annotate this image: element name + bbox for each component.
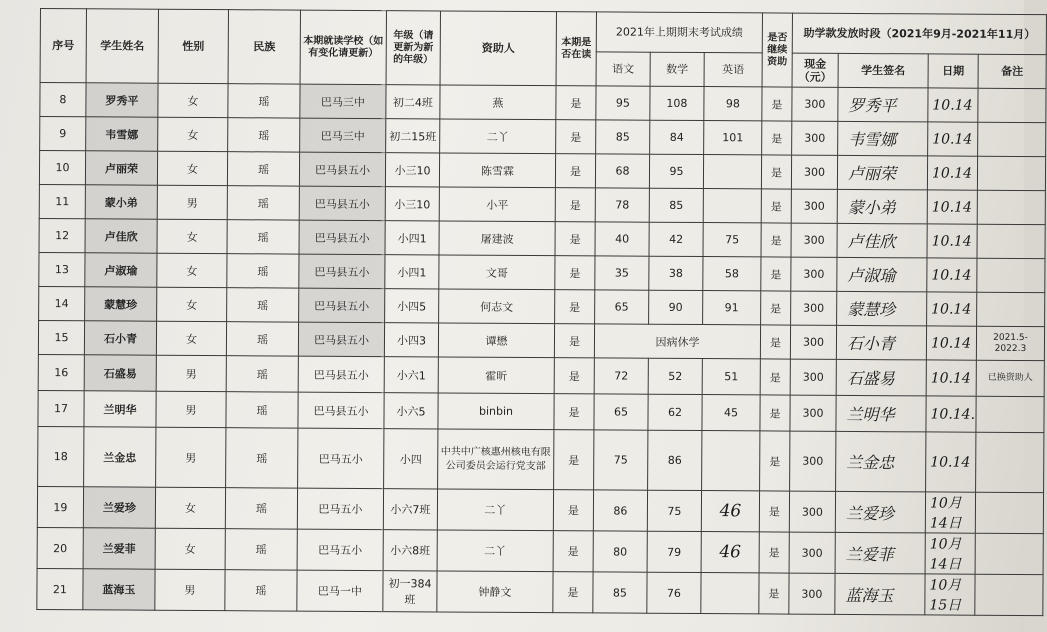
gender-cell: 男 [156, 427, 226, 487]
sponsor-cell: 谭懋 [438, 323, 554, 358]
grade-cell: 小三10 [385, 187, 439, 221]
student-name-cell: 韦雪娜 [86, 117, 158, 151]
sponsor-cell: 二丫 [440, 119, 556, 154]
cash-cell: 300 [792, 87, 838, 121]
ethnicity-cell: 瑶 [228, 118, 300, 152]
header-exam-group: 2021年上期期末考试成绩 [596, 12, 762, 53]
gender-cell: 女 [157, 287, 227, 321]
student-name-cell: 卢佳欣 [85, 219, 157, 253]
enrolled-cell: 是 [555, 154, 595, 188]
chinese-score-cell: 78 [595, 188, 649, 222]
seq-cell: 21 [37, 568, 83, 609]
continue-cell: 是 [761, 291, 791, 325]
english-score-cell [703, 189, 761, 223]
gender-cell: 女 [157, 253, 227, 287]
sponsor-cell: 二丫 [437, 530, 553, 572]
continue-cell: 是 [760, 325, 790, 359]
header-remark: 备注 [978, 54, 1046, 88]
signature-cell: 韦雪娜 [838, 121, 928, 156]
header-date: 日期 [928, 54, 978, 88]
header-ethnicity: 民族 [228, 10, 300, 84]
header-continue: 是否继续资助 [762, 13, 792, 87]
english-score-cell: 75 [703, 223, 761, 257]
grade-cell: 小六5 [384, 393, 438, 429]
gender-cell: 女 [158, 117, 228, 151]
english-score-cell: 45 [702, 395, 760, 431]
grade-cell: 小六8班 [383, 530, 437, 571]
header-english: 英语 [704, 53, 762, 87]
school-cell: 巴马一中 [297, 570, 383, 612]
continue-cell: 是 [759, 491, 789, 532]
seq-cell: 14 [39, 286, 85, 320]
remark-cell [975, 574, 1043, 615]
math-score-cell: 90 [649, 290, 703, 324]
seq-cell: 9 [40, 117, 86, 151]
cash-cell: 300 [790, 431, 836, 491]
signature-cell: 石小青 [836, 325, 926, 360]
school-cell: 巴马县五小 [299, 254, 385, 289]
seq-cell: 8 [40, 83, 86, 117]
cash-cell: 300 [791, 189, 837, 223]
remark-cell: 已换资助人 [976, 360, 1044, 396]
enrolled-cell: 是 [554, 430, 594, 490]
date-cell: 10.14 [926, 326, 976, 360]
sponsor-cell: 屠建波 [439, 221, 555, 256]
english-score-cell: 91 [703, 291, 761, 325]
ethnicity-cell: 瑶 [227, 220, 299, 254]
school-cell: 巴马县五小 [299, 288, 385, 323]
date-cell: 10.14 [927, 156, 977, 190]
grade-cell: 小六1 [384, 357, 438, 393]
sponsor-cell: 燕 [440, 85, 556, 120]
seq-cell: 19 [37, 486, 83, 527]
school-cell: 巴马县五小 [298, 356, 384, 393]
chinese-score-cell: 68 [595, 154, 649, 188]
signature-cell: 蓝海玉 [835, 573, 925, 615]
table-row [37, 486, 1043, 533]
student-name-cell: 兰明华 [84, 391, 156, 427]
english-score-cell: 46 [701, 491, 759, 532]
math-score-cell: 79 [647, 531, 701, 572]
sponsor-cell: 小平 [439, 187, 555, 222]
header-name: 学生姓名 [86, 9, 158, 83]
date-cell: 10月15日 [925, 574, 975, 615]
table-row [38, 390, 1044, 432]
student-name-cell: 石小青 [84, 321, 156, 355]
grade-cell: 小四1 [385, 221, 439, 255]
grade-cell: 初二4班 [386, 85, 440, 119]
signature-cell: 卢丽荣 [837, 155, 927, 190]
enrolled-cell: 是 [553, 531, 593, 572]
ethnicity-cell: 瑶 [227, 152, 299, 186]
ethnicity-cell: 瑶 [226, 322, 298, 356]
ethnicity-cell: 瑶 [227, 254, 299, 288]
remark-cell [978, 122, 1046, 156]
sponsor-cell: 何志文 [439, 289, 555, 324]
english-score-cell: 98 [704, 87, 762, 121]
chinese-score-cell: 86 [593, 490, 647, 531]
date-cell: 10.14 [927, 292, 977, 326]
ethnicity-cell: 瑶 [226, 392, 298, 428]
math-score-cell: 62 [648, 394, 702, 430]
sponsor-cell: 中共中广核惠州核电有限公司委员会运行党支部 [438, 429, 554, 490]
signature-cell: 蒙慧珍 [837, 291, 927, 326]
chinese-score-cell: 65 [594, 394, 648, 430]
grade-cell: 小四 [384, 429, 438, 489]
enrolled-cell: 是 [555, 290, 595, 324]
school-cell: 巴马五小 [297, 529, 383, 571]
continue-cell: 是 [759, 573, 789, 614]
math-score-cell: 75 [647, 490, 701, 531]
chinese-score-cell: 40 [595, 222, 649, 256]
grade-cell: 初二15班 [386, 119, 440, 153]
school-cell: 巴马县五小 [299, 220, 385, 255]
grade-cell: 小四1 [385, 255, 439, 289]
remark-cell [975, 533, 1043, 574]
chinese-score-cell: 85 [593, 572, 647, 613]
ethnicity-cell: 瑶 [227, 186, 299, 220]
cash-cell: 300 [790, 359, 836, 395]
sponsor-cell: 陈雪霖 [439, 153, 555, 188]
student-name-cell: 卢丽荣 [85, 151, 157, 185]
math-score-cell: 95 [649, 154, 703, 188]
grade-cell: 小三10 [385, 153, 439, 187]
enrolled-cell: 是 [554, 324, 594, 358]
student-name-cell: 罗秀平 [86, 83, 158, 117]
math-score-cell: 86 [648, 430, 702, 490]
sponsor-cell: binbin [438, 393, 554, 430]
table-row [37, 568, 1043, 615]
enrolled-cell: 是 [553, 572, 593, 613]
continue-cell: 是 [760, 395, 790, 431]
header-chinese: 语文 [596, 52, 650, 86]
student-name-cell: 石盛易 [84, 355, 156, 391]
english-score-cell: 101 [704, 121, 762, 155]
grade-cell: 初一384班 [383, 571, 437, 612]
remark-cell [977, 224, 1045, 258]
chinese-score-cell: 95 [596, 86, 650, 120]
continue-cell: 是 [760, 359, 790, 395]
exam-note-cell: 因病休学 [594, 324, 760, 359]
cash-cell: 300 [790, 325, 836, 359]
remark-cell [976, 432, 1044, 492]
chinese-score-cell: 85 [596, 120, 650, 154]
remark-cell [978, 88, 1046, 122]
remark-cell [977, 156, 1045, 190]
header-enrolled: 本期是否在读 [556, 12, 596, 86]
english-score-cell: 51 [702, 359, 760, 395]
enrolled-cell: 是 [555, 256, 595, 290]
ethnicity-cell: 瑶 [227, 288, 299, 322]
signature-cell: 石盛易 [836, 359, 926, 396]
chinese-score-cell: 72 [594, 358, 648, 394]
enrolled-cell: 是 [554, 358, 594, 394]
signature-cell: 蒙小弟 [837, 189, 927, 224]
cash-cell: 300 [789, 573, 835, 614]
date-cell: 10.14 [928, 122, 978, 156]
chinese-score-cell: 35 [595, 256, 649, 290]
cash-cell: 300 [790, 395, 836, 431]
date-cell: 10.14. [926, 396, 976, 432]
remark-cell [976, 396, 1044, 432]
enrolled-cell: 是 [556, 86, 596, 120]
sponsor-cell: 钟静文 [437, 571, 553, 613]
signature-cell: 兰金忠 [836, 431, 926, 492]
sponsor-cell: 二丫 [437, 489, 553, 531]
cash-cell: 300 [789, 532, 835, 573]
remark-cell: 2021.5-2022.3 [976, 326, 1044, 360]
remark-cell [977, 258, 1045, 292]
header-sponsor: 资助人 [440, 11, 556, 86]
remark-cell [977, 292, 1045, 326]
gender-cell: 女 [158, 83, 228, 117]
enrolled-cell: 是 [556, 120, 596, 154]
student-name-cell: 兰爱菲 [83, 528, 155, 569]
header-signature: 学生签名 [838, 53, 928, 88]
student-name-cell: 卢淑瑜 [85, 253, 157, 287]
ethnicity-cell: 瑶 [225, 488, 297, 529]
seq-cell: 10 [39, 151, 85, 185]
gender-cell: 男 [156, 355, 226, 391]
ethnicity-cell: 瑶 [226, 428, 298, 488]
sponsor-cell: 霍昕 [438, 357, 554, 394]
school-cell: 巴马五小 [298, 428, 384, 489]
seq-cell: 17 [38, 390, 84, 426]
signature-cell: 卢淑瑜 [837, 257, 927, 292]
seq-cell: 20 [37, 527, 83, 568]
english-score-cell: 46 [701, 532, 759, 573]
cash-cell: 300 [792, 121, 838, 155]
gender-cell: 男 [157, 185, 227, 219]
continue-cell: 是 [761, 155, 791, 189]
cash-cell: 300 [789, 491, 835, 532]
math-score-cell: 42 [649, 222, 703, 256]
school-cell: 巴马三中 [300, 84, 386, 119]
english-score-cell: 58 [703, 257, 761, 291]
continue-cell: 是 [761, 223, 791, 257]
ethnicity-cell: 瑶 [225, 529, 297, 570]
table-row [38, 354, 1044, 396]
signature-cell: 卢佳欣 [837, 223, 927, 258]
student-name-cell: 蒙慧珍 [85, 287, 157, 321]
school-cell: 巴马县五小 [298, 392, 384, 429]
student-name-cell: 兰爱珍 [83, 487, 155, 528]
ethnicity-cell: 瑶 [228, 84, 300, 118]
table-row [38, 426, 1044, 492]
school-cell: 巴马县五小 [299, 186, 385, 221]
date-cell: 10.14 [926, 432, 976, 492]
continue-cell: 是 [762, 121, 792, 155]
chinese-score-cell: 80 [593, 531, 647, 572]
signature-cell: 兰明华 [836, 395, 926, 432]
header-school: 本期就读学校（如有变化请更新） [300, 10, 386, 85]
header-math: 数学 [650, 52, 704, 86]
table-row [37, 527, 1043, 574]
remark-cell [975, 492, 1043, 533]
date-cell: 10.14 [927, 224, 977, 258]
signature-cell: 罗秀平 [838, 87, 928, 122]
gender-cell: 女 [157, 219, 227, 253]
school-cell: 巴马县五小 [299, 152, 385, 187]
seq-cell: 16 [38, 354, 84, 390]
student-aid-table [36, 8, 1047, 616]
math-score-cell: 52 [648, 358, 702, 394]
continue-cell: 是 [762, 87, 792, 121]
student-name-cell: 蒙小弟 [85, 185, 157, 219]
header-seq: 序号 [40, 9, 86, 83]
cash-cell: 300 [791, 257, 837, 291]
enrolled-cell: 是 [555, 222, 595, 256]
continue-cell: 是 [761, 189, 791, 223]
date-cell: 10.14 [927, 258, 977, 292]
math-score-cell: 84 [650, 120, 704, 154]
date-cell: 10.14 [926, 360, 976, 396]
enrolled-cell: 是 [553, 490, 593, 531]
chinese-score-cell: 75 [594, 430, 648, 490]
english-score-cell [701, 573, 759, 614]
gender-cell: 女 [157, 151, 227, 185]
seq-cell: 11 [39, 184, 85, 218]
student-name-cell: 蓝海玉 [83, 569, 155, 610]
math-score-cell: 76 [647, 572, 701, 613]
date-cell: 10月14日 [925, 492, 975, 533]
signature-cell: 兰爱菲 [835, 532, 925, 574]
seq-cell: 18 [38, 426, 84, 486]
date-cell: 10.14 [927, 190, 977, 224]
math-score-cell: 38 [649, 256, 703, 290]
math-score-cell: 85 [649, 188, 703, 222]
enrolled-cell: 是 [555, 188, 595, 222]
grade-cell: 小四5 [385, 289, 439, 323]
remark-cell [977, 190, 1045, 224]
sponsor-cell: 文哥 [439, 255, 555, 290]
grade-cell: 小四3 [384, 323, 438, 357]
seq-cell: 15 [38, 320, 84, 354]
enrolled-cell: 是 [554, 394, 594, 430]
seq-cell: 12 [39, 218, 85, 252]
header-gender: 性别 [158, 9, 228, 83]
gender-cell: 女 [155, 528, 225, 569]
gender-cell: 女 [155, 487, 225, 528]
cash-cell: 300 [791, 291, 837, 325]
gender-cell: 男 [156, 391, 226, 427]
english-score-cell [702, 431, 760, 491]
continue-cell: 是 [760, 431, 790, 491]
gender-cell: 男 [155, 569, 225, 610]
school-cell: 巴马三中 [300, 118, 386, 153]
cash-cell: 300 [791, 223, 837, 257]
ethnicity-cell: 瑶 [225, 570, 297, 611]
school-cell: 巴马五小 [297, 488, 383, 530]
date-cell: 10.14 [928, 88, 978, 122]
student-name-cell: 兰金忠 [84, 427, 156, 487]
header-payment-group: 助学款发放时段（2021年9月-2021年11月） [792, 13, 1046, 55]
seq-cell: 13 [39, 252, 85, 286]
school-cell: 巴马县五小 [298, 322, 384, 357]
cash-cell: 300 [791, 155, 837, 189]
chinese-score-cell: 65 [595, 290, 649, 324]
continue-cell: 是 [761, 257, 791, 291]
date-cell: 10月14日 [925, 533, 975, 574]
signature-cell: 兰爱珍 [835, 491, 925, 533]
math-score-cell: 108 [650, 86, 704, 120]
header-grade: 年级（请更新为新的年级） [386, 11, 440, 85]
grade-cell: 小六7班 [383, 489, 437, 530]
continue-cell: 是 [759, 532, 789, 573]
gender-cell: 女 [156, 321, 226, 355]
english-score-cell [703, 155, 761, 189]
ethnicity-cell: 瑶 [226, 356, 298, 392]
header-cash: 现金（元） [792, 53, 838, 87]
